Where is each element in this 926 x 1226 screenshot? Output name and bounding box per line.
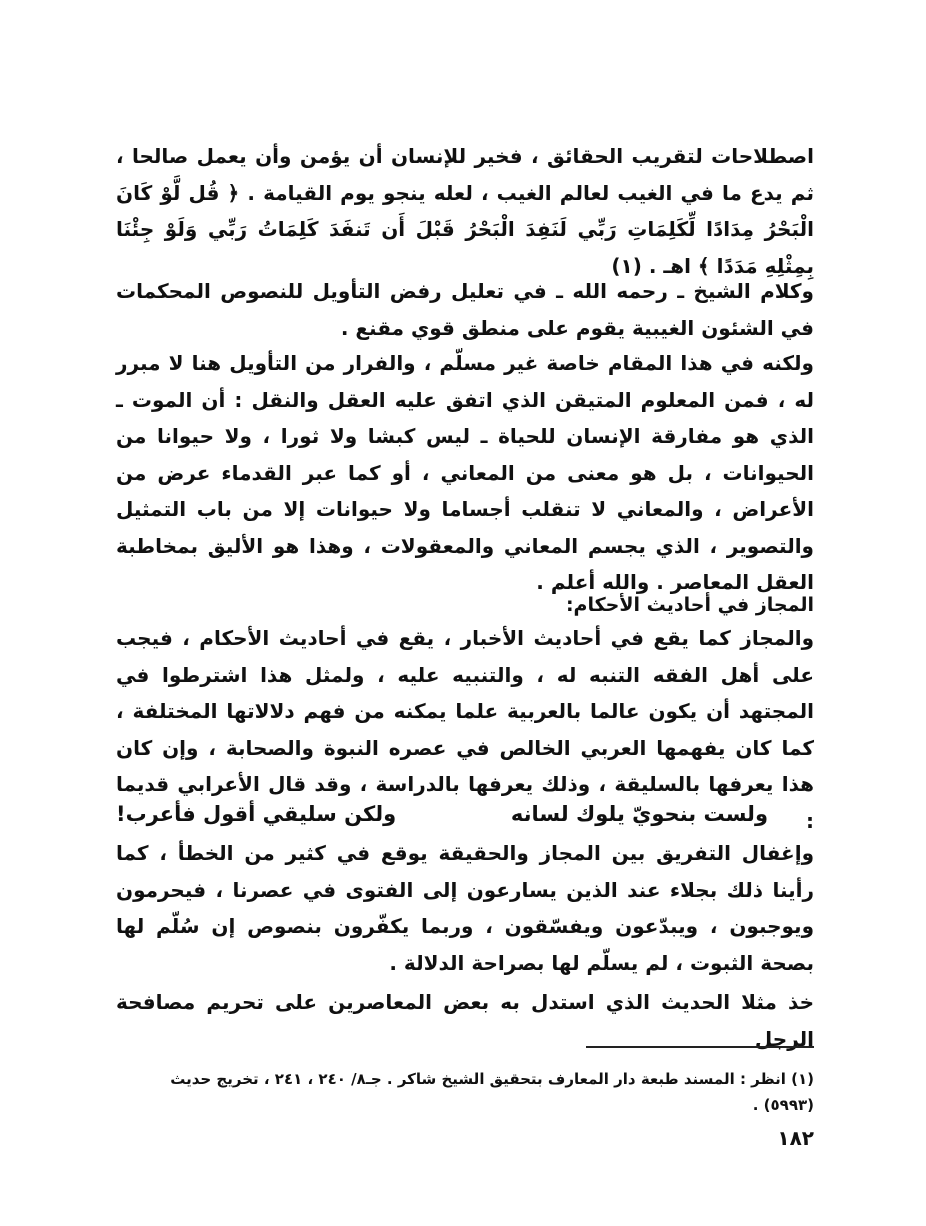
- page-number: ١٨٢: [777, 1126, 814, 1150]
- paragraph-neglect-distinction: [116, 835, 814, 981]
- paragraph-text: والمجاز كما يقع في أحاديث الأخبار ، يقع في أحاديث الأحكام ، فيجب على أهل الفقه التنبه له ، والتنبيه عليه ، ولمثل هذا اشترطوا في المجتهد أن يكون عالما بالعربية علما يمكنه من فهم دلالاتها المختلفة ، كما كان يفهمها العربي الخالص في عصره النبوة والصحابة ، وإن كان هذا يعرفها بالسليقة ، وذلك يعرفها بالدراسة ، وقد قال الأعرابي قديما :: [116, 626, 814, 833]
- poetry-verse: [116, 797, 814, 831]
- verse-first-hemistich: ولست بنحويّ يلوك لسانه: [510, 802, 768, 826]
- paragraph-text: وكلام الشيخ ـ رحمه الله ـ في تعليل رفض التأويل للنصوص المحكمات في الشئون الغيبية يقوم على منطق قوي مقنع .: [116, 279, 814, 340]
- paragraph-text: ولكنه في هذا المقام خاصة غير مسلّم ، والفرار من التأويل هنا لا مبرر له ، فمن المعلوم المتيقن الذي اتفق عليه العقل والنقل : أن الموت ـ الذي هو مفارقة الإنسان للحياة ـ ليس كبشا ولا ثورا ، ولا حيوانا من الحيوانات ، بل هو معنى من المعاني ، أو كما عبر القدماء عرض من الأعراض ، والمعاني لا تنقلب أجساما ولا حيوانات إلا من باب التمثيل والتصوير ، الذي يجسم المعاني والمعقولات ، وهذا هو الأليق بمخاطبة العقل المعاصر . والله أعلم .: [116, 351, 814, 594]
- paragraph-sheikh-comment: [116, 273, 814, 346]
- verse-second-hemistich: ولكن سليقي أقول فأعرب!: [116, 802, 397, 826]
- paragraph-quran-quote: [116, 138, 814, 284]
- paragraph-text: اصطلاحات لتقريب الحقائق ، فخير للإنسان أن يؤمن وأن يعمل صالحا ، ثم يدع ما في الغيب لعالم الغيب ، لعله ينجو يوم القيامة . ﴿ قُل لَّوْ كَانَ الْبَحْرُ مِدَادًا لِّكَلِمَاتِ رَبِّي لَنَفِدَ الْبَحْرُ قَبْلَ أَن تَنفَدَ كَلِمَاتُ رَبِّي وَلَوْ جِئْنَا بِمِثْلِهِ مَدَدًا ﴾ اهـ . (١): [116, 144, 814, 278]
- paragraph-text: خذ مثلا الحديث الذي استدل به بعض المعاصرين على تحريم مصافحة الرجل: [116, 990, 814, 1051]
- paragraph-text: وإغفال التفريق بين المجاز والحقيقة يوقع في كثير من الخطأ ، كما رأينا ذلك بجلاء عند الذين يسارعون إلى الفتوى في عصرنا ، فيحرمون ويوجبون ، ويبدّعون ويفسّقون ، وربما يكفّرون بنصوص إن سُلّم لها بصحة الثبوت ، لم يسلّم لها بصراحة الدلالة .: [116, 841, 814, 975]
- footnote-separator: [586, 1046, 814, 1048]
- footnote: (١) انظر : المسند طبعة دار المعارف بتحقيق الشيخ شاكر . جـ٨/ ٢٤٠ ، ٢٤١ ، تخريج حديث (٥٩٩٣) .: [170, 1070, 814, 1114]
- paragraph-death-metaphor: [116, 345, 814, 601]
- section-heading: المجاز في أحاديث الأحكام:: [565, 594, 814, 616]
